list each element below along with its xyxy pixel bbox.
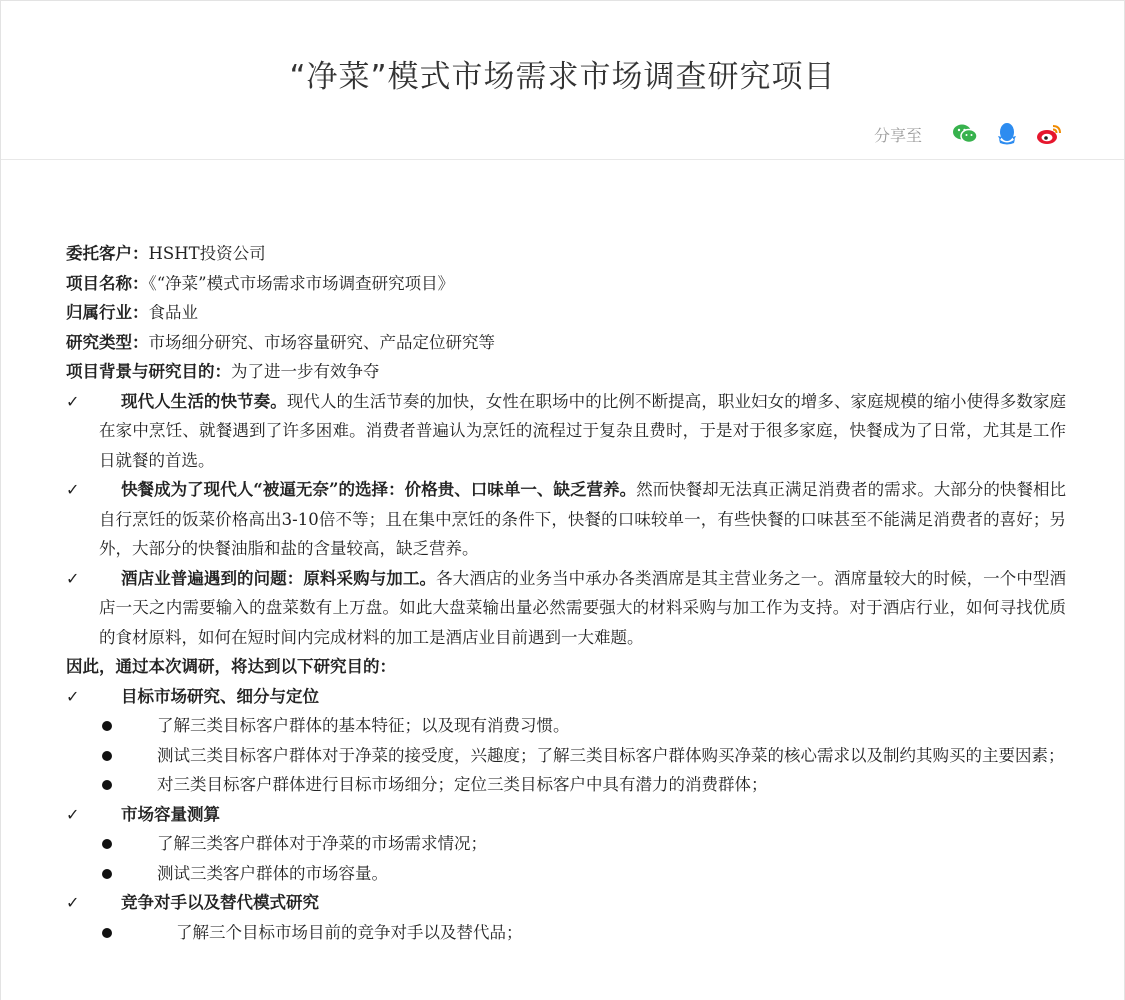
research-type-value: 市场细分研究、市场容量研究、产品定位研究等: [148, 332, 495, 352]
client-value: HSHT投资公司: [148, 244, 266, 263]
list-item-text: 对三类目标客户群体进行目标市场细分；定位三类目标客户中具有潜力的消费群体；: [157, 775, 768, 794]
article-body: [66, 239, 1066, 947]
share-bar: [874, 121, 1062, 147]
background-item-heading: 现代人生活的快节奏。: [121, 391, 287, 411]
list-item: [66, 711, 1066, 741]
bullet-icon: [102, 751, 112, 761]
list-item: [66, 859, 1066, 889]
list-item: [66, 741, 1066, 771]
project-name-line: [66, 269, 1066, 299]
background-item-heading: 酒店业普遍遇到的问题：原料采购与加工。: [121, 568, 437, 588]
check-icon: ✓: [66, 686, 80, 706]
industry-value: 食品业: [148, 303, 198, 322]
page-title: “净菜”模式市场需求市场调查研究项目: [289, 59, 836, 95]
goal-heading: [66, 888, 1066, 918]
bullet-icon: [102, 928, 112, 938]
list-item-text: 测试三类客户群体的市场容量。: [157, 863, 388, 883]
bullet-icon: [102, 869, 112, 879]
industry-label: 归属行业：: [66, 303, 149, 322]
list-item-text: 了解三个目标市场目前的竞争对手以及替代品；: [176, 922, 523, 942]
industry-line: [66, 298, 1066, 328]
list-item-text: 了解三类客户群体对于净菜的市场需求情况；: [157, 834, 487, 853]
background-item: [66, 387, 1066, 476]
list-item-text: 测试三类目标客户群体对于净菜的接受度，兴趣度；了解三类目标客户群体购买净菜的核心需求以及制约其购买的主要因素；: [157, 745, 1065, 765]
background-item-text: 现代人的生活节奏的加快，女性在职场中的比例不断提高，职业妇女的增多、家庭规模的缩小使得多数家庭在家中烹饪、就餐遇到了许多困难。消费者普遍认为烹饪的流程过于复杂且费时，于是对于很多家庭，快餐成为了日常，尤其是工作日就餐的首选。: [99, 391, 1067, 470]
bullet-icon: [102, 721, 112, 731]
background-line: [66, 357, 1066, 387]
background-item-text: 各大酒店的业务当中承办各类酒席是其主营业务之一。酒席量较大的时候，一个中型酒店一天之内需要输入的盘菜数有上万盘。如此大盘菜输出量必然需要强大的材料采购与加工作为支持。对于酒店行业，如何寻找优质的食材原料，如何在短时间内完成材料的加工是酒店业目前遇到一大难题。: [99, 568, 1067, 647]
check-icon: ✓: [66, 480, 80, 499]
client-label: 委托客户：: [66, 244, 149, 263]
check-icon: ✓: [66, 391, 80, 411]
goal-heading: [66, 800, 1066, 830]
article-header: [1, 1, 1124, 160]
bullet-icon: [102, 780, 112, 790]
list-item: [66, 918, 1066, 948]
background-item-text: 然而快餐却无法真正满足消费者的需求。大部分的快餐相比自行烹饪的饭菜价格高出3-10倍不等；且在集中烹饪的条件下，快餐的口味较单一，有些快餐的口味甚至不能满足消费者的喜好；另外，大部分的快餐油脂和盐的含量较高，缺乏营养。: [99, 480, 1067, 558]
bullet-icon: [102, 839, 112, 849]
background-label: 项目背景与研究目的：: [66, 362, 231, 381]
check-icon: ✓: [66, 893, 80, 912]
goal-title: 竞争对手以及替代模式研究: [121, 893, 319, 912]
goal-title: 目标市场研究、细分与定位: [121, 686, 319, 706]
goal-heading: [66, 682, 1066, 712]
research-type-label: 研究类型：: [66, 332, 149, 352]
list-item: [66, 770, 1066, 800]
goals-intro-text: 因此，通过本次调研，将达到以下研究目的：: [66, 657, 396, 676]
background-item: [66, 564, 1066, 653]
check-icon: ✓: [66, 568, 80, 588]
list-item: [66, 829, 1066, 859]
goals-intro: [66, 652, 1066, 682]
background-item: [66, 475, 1066, 564]
check-icon: ✓: [66, 804, 80, 824]
wechat-icon[interactable]: [952, 121, 978, 147]
goal-title: 市场容量测算: [121, 804, 220, 824]
share-label: 分享至: [873, 125, 922, 145]
qq-icon[interactable]: [994, 121, 1020, 147]
project-name-value: 《“净菜”模式市场需求市场调查研究项目》: [148, 273, 455, 293]
project-name-label: 项目名称：: [66, 273, 149, 293]
background-value: 为了进一步有效争夺: [231, 362, 380, 381]
research-type-line: [66, 328, 1066, 358]
background-item-heading: 快餐成为了现代人“被逼无奈”的选择：价格贵、口味单一、缺乏营养。: [121, 480, 637, 499]
list-item-text: 了解三类目标客户群体的基本特征；以及现有消费习惯。: [157, 716, 570, 735]
client-line: [66, 239, 1066, 269]
weibo-icon[interactable]: [1036, 121, 1062, 147]
